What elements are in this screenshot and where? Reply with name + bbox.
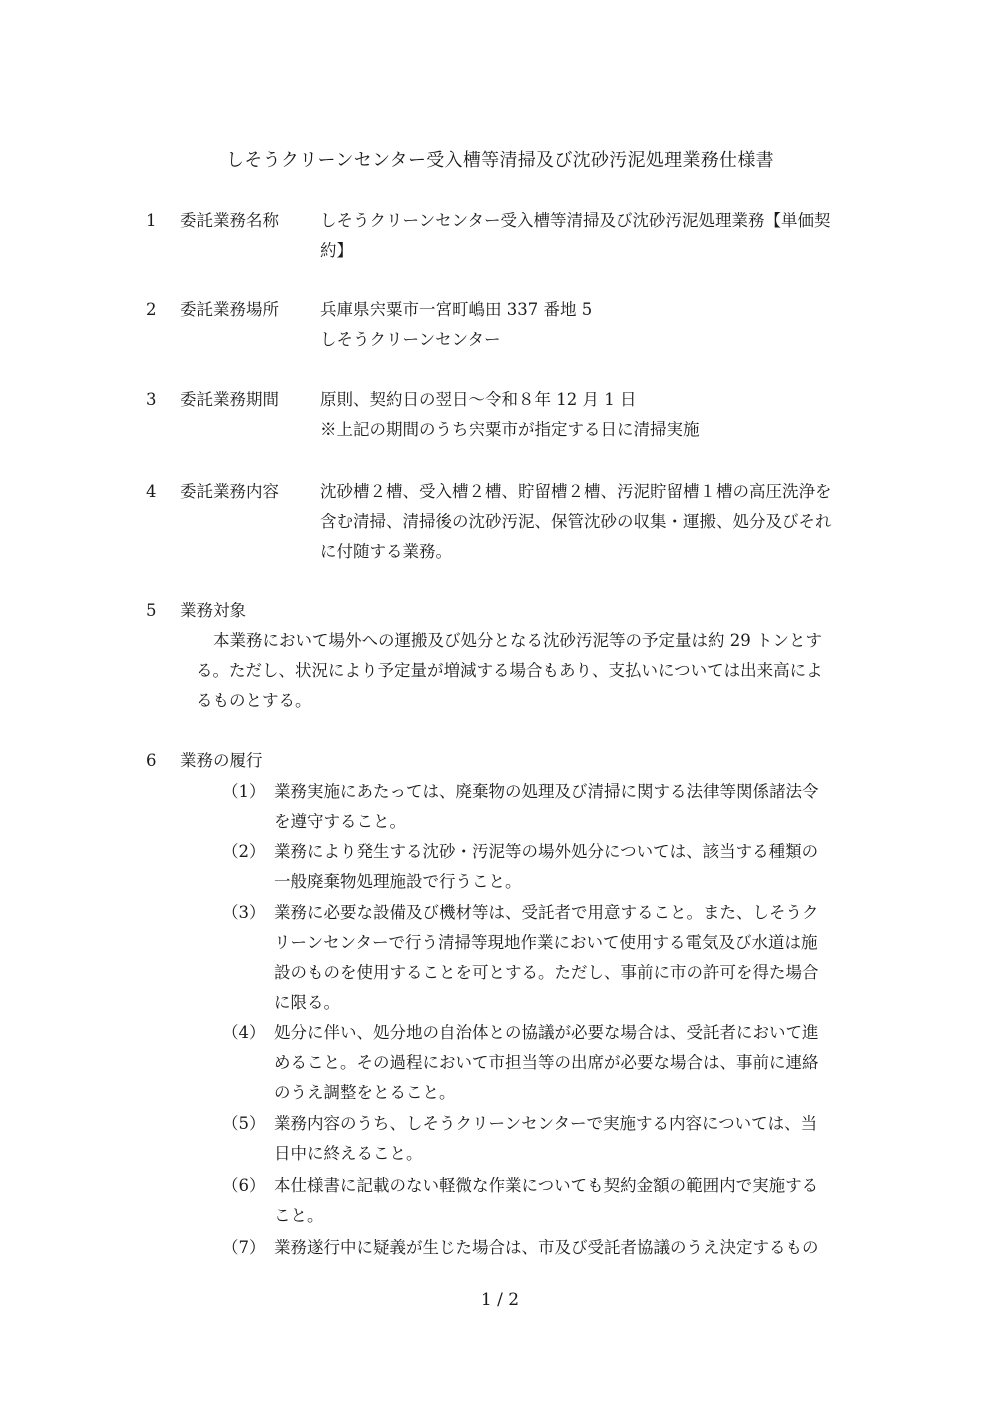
item-number: （1） — [222, 782, 266, 801]
item-line: 本仕様書に記載のない軽微な作業についても契約金額の範囲内で実施する — [274, 1176, 819, 1195]
section-value — [320, 477, 858, 567]
item-text — [274, 1171, 858, 1231]
item-text — [274, 898, 858, 1018]
item-line: 業務により発生する沈砂・汚泥等の場外処分については、該当する種類の — [274, 842, 819, 861]
section-label: 委託業務場所 — [180, 300, 279, 319]
item-line: 日中に終えること。 — [274, 1144, 423, 1163]
value-line: 原則、契約日の翌日～令和８年 12 月 1 日 — [320, 390, 637, 409]
section-number: 2 — [146, 300, 157, 319]
section-label: 委託業務期間 — [180, 390, 279, 409]
section-value — [320, 206, 858, 266]
item-line: 業務実施にあたっては、廃棄物の処理及び清掃に関する法律等関係諸法令 — [274, 782, 819, 801]
item-line: 業務内容のうち、しそうクリーンセンターで実施する内容については、当 — [274, 1114, 818, 1133]
section-label: 委託業務内容 — [180, 482, 279, 501]
section-value — [320, 295, 858, 355]
value-line: 含む清掃、清掃後の沈砂汚泥、保管沈砂の収集・運搬、処分及びそれ — [320, 512, 832, 531]
item-number: （3） — [222, 903, 266, 922]
value-line: 沈砂槽２槽、受入槽２槽、貯留槽２槽、汚泥貯留槽１槽の高圧洗浄を — [320, 482, 832, 501]
section-number: 6 — [146, 751, 157, 770]
value-line: しそうクリーンセンター — [320, 330, 501, 349]
item-line: めること。その過程において市担当等の出席が必要な場合は、事前に連絡 — [274, 1053, 819, 1072]
section-label: 業務対象 — [180, 601, 246, 620]
value-line: 兵庫県宍粟市一宮町嶋田 337 番地 5 — [320, 300, 593, 319]
item-line: 処分に伴い、処分地の自治体との協議が必要な場合は、受託者において進 — [274, 1023, 819, 1042]
item-line: リーンセンターで行う清掃等現地作業において使用する電気及び水道は施 — [274, 933, 818, 952]
section-5-body — [196, 626, 858, 716]
body-line: 本業務において場外への運搬及び処分となる沈砂汚泥等の予定量は約 29 トンとす — [213, 631, 822, 650]
item-number: （6） — [222, 1176, 266, 1195]
item-line: 設のものを使用することを可とする。ただし、事前に市の許可を得た場合 — [274, 963, 819, 982]
item-number: （2） — [222, 842, 266, 861]
item-line: こと。 — [274, 1206, 324, 1225]
section-number: 4 — [146, 482, 157, 501]
item-text — [274, 1233, 858, 1263]
section-label: 業務の履行 — [180, 751, 263, 770]
section-value — [320, 385, 858, 445]
item-text — [274, 1018, 858, 1108]
value-line: に付随する業務。 — [320, 542, 452, 561]
section-number: 3 — [146, 390, 157, 409]
item-number: （7） — [222, 1238, 266, 1257]
section-label: 委託業務名称 — [180, 211, 279, 230]
section-number: 1 — [146, 211, 157, 230]
item-line: 一般廃棄物処理施設で行うこと。 — [274, 872, 522, 891]
item-line: を遵守すること。 — [274, 812, 406, 831]
body-line: るものとする。 — [196, 691, 312, 710]
item-line: に限る。 — [274, 993, 340, 1012]
item-text — [274, 837, 858, 897]
item-number: （5） — [222, 1114, 266, 1133]
body-line: る。ただし、状況により予定量が増減する場合もあり、支払いについては出来高によ — [196, 661, 823, 680]
value-line: しそうクリーンセンター受入槽等清掃及び沈砂汚泥処理業務【単価契 — [320, 211, 831, 230]
item-number: （4） — [222, 1023, 266, 1042]
item-text — [274, 777, 858, 837]
document-title: しそうクリーンセンター受入槽等清掃及び沈砂汚泥処理業務仕様書 — [226, 150, 774, 171]
item-line: のうえ調整をとること。 — [274, 1083, 456, 1102]
item-text — [274, 1109, 858, 1169]
section-number: 5 — [146, 601, 157, 620]
page-number: 1 / 2 — [480, 1290, 520, 1310]
value-line: 約】 — [320, 241, 353, 260]
item-line: 業務に必要な設備及び機材等は、受託者で用意すること。また、しそうク — [274, 903, 819, 922]
value-line: ※上記の期間のうち宍粟市が指定する日に清掃実施 — [320, 420, 700, 439]
item-line: 業務遂行中に疑義が生じた場合は、市及び受託者協議のうえ決定するもの — [274, 1238, 819, 1257]
